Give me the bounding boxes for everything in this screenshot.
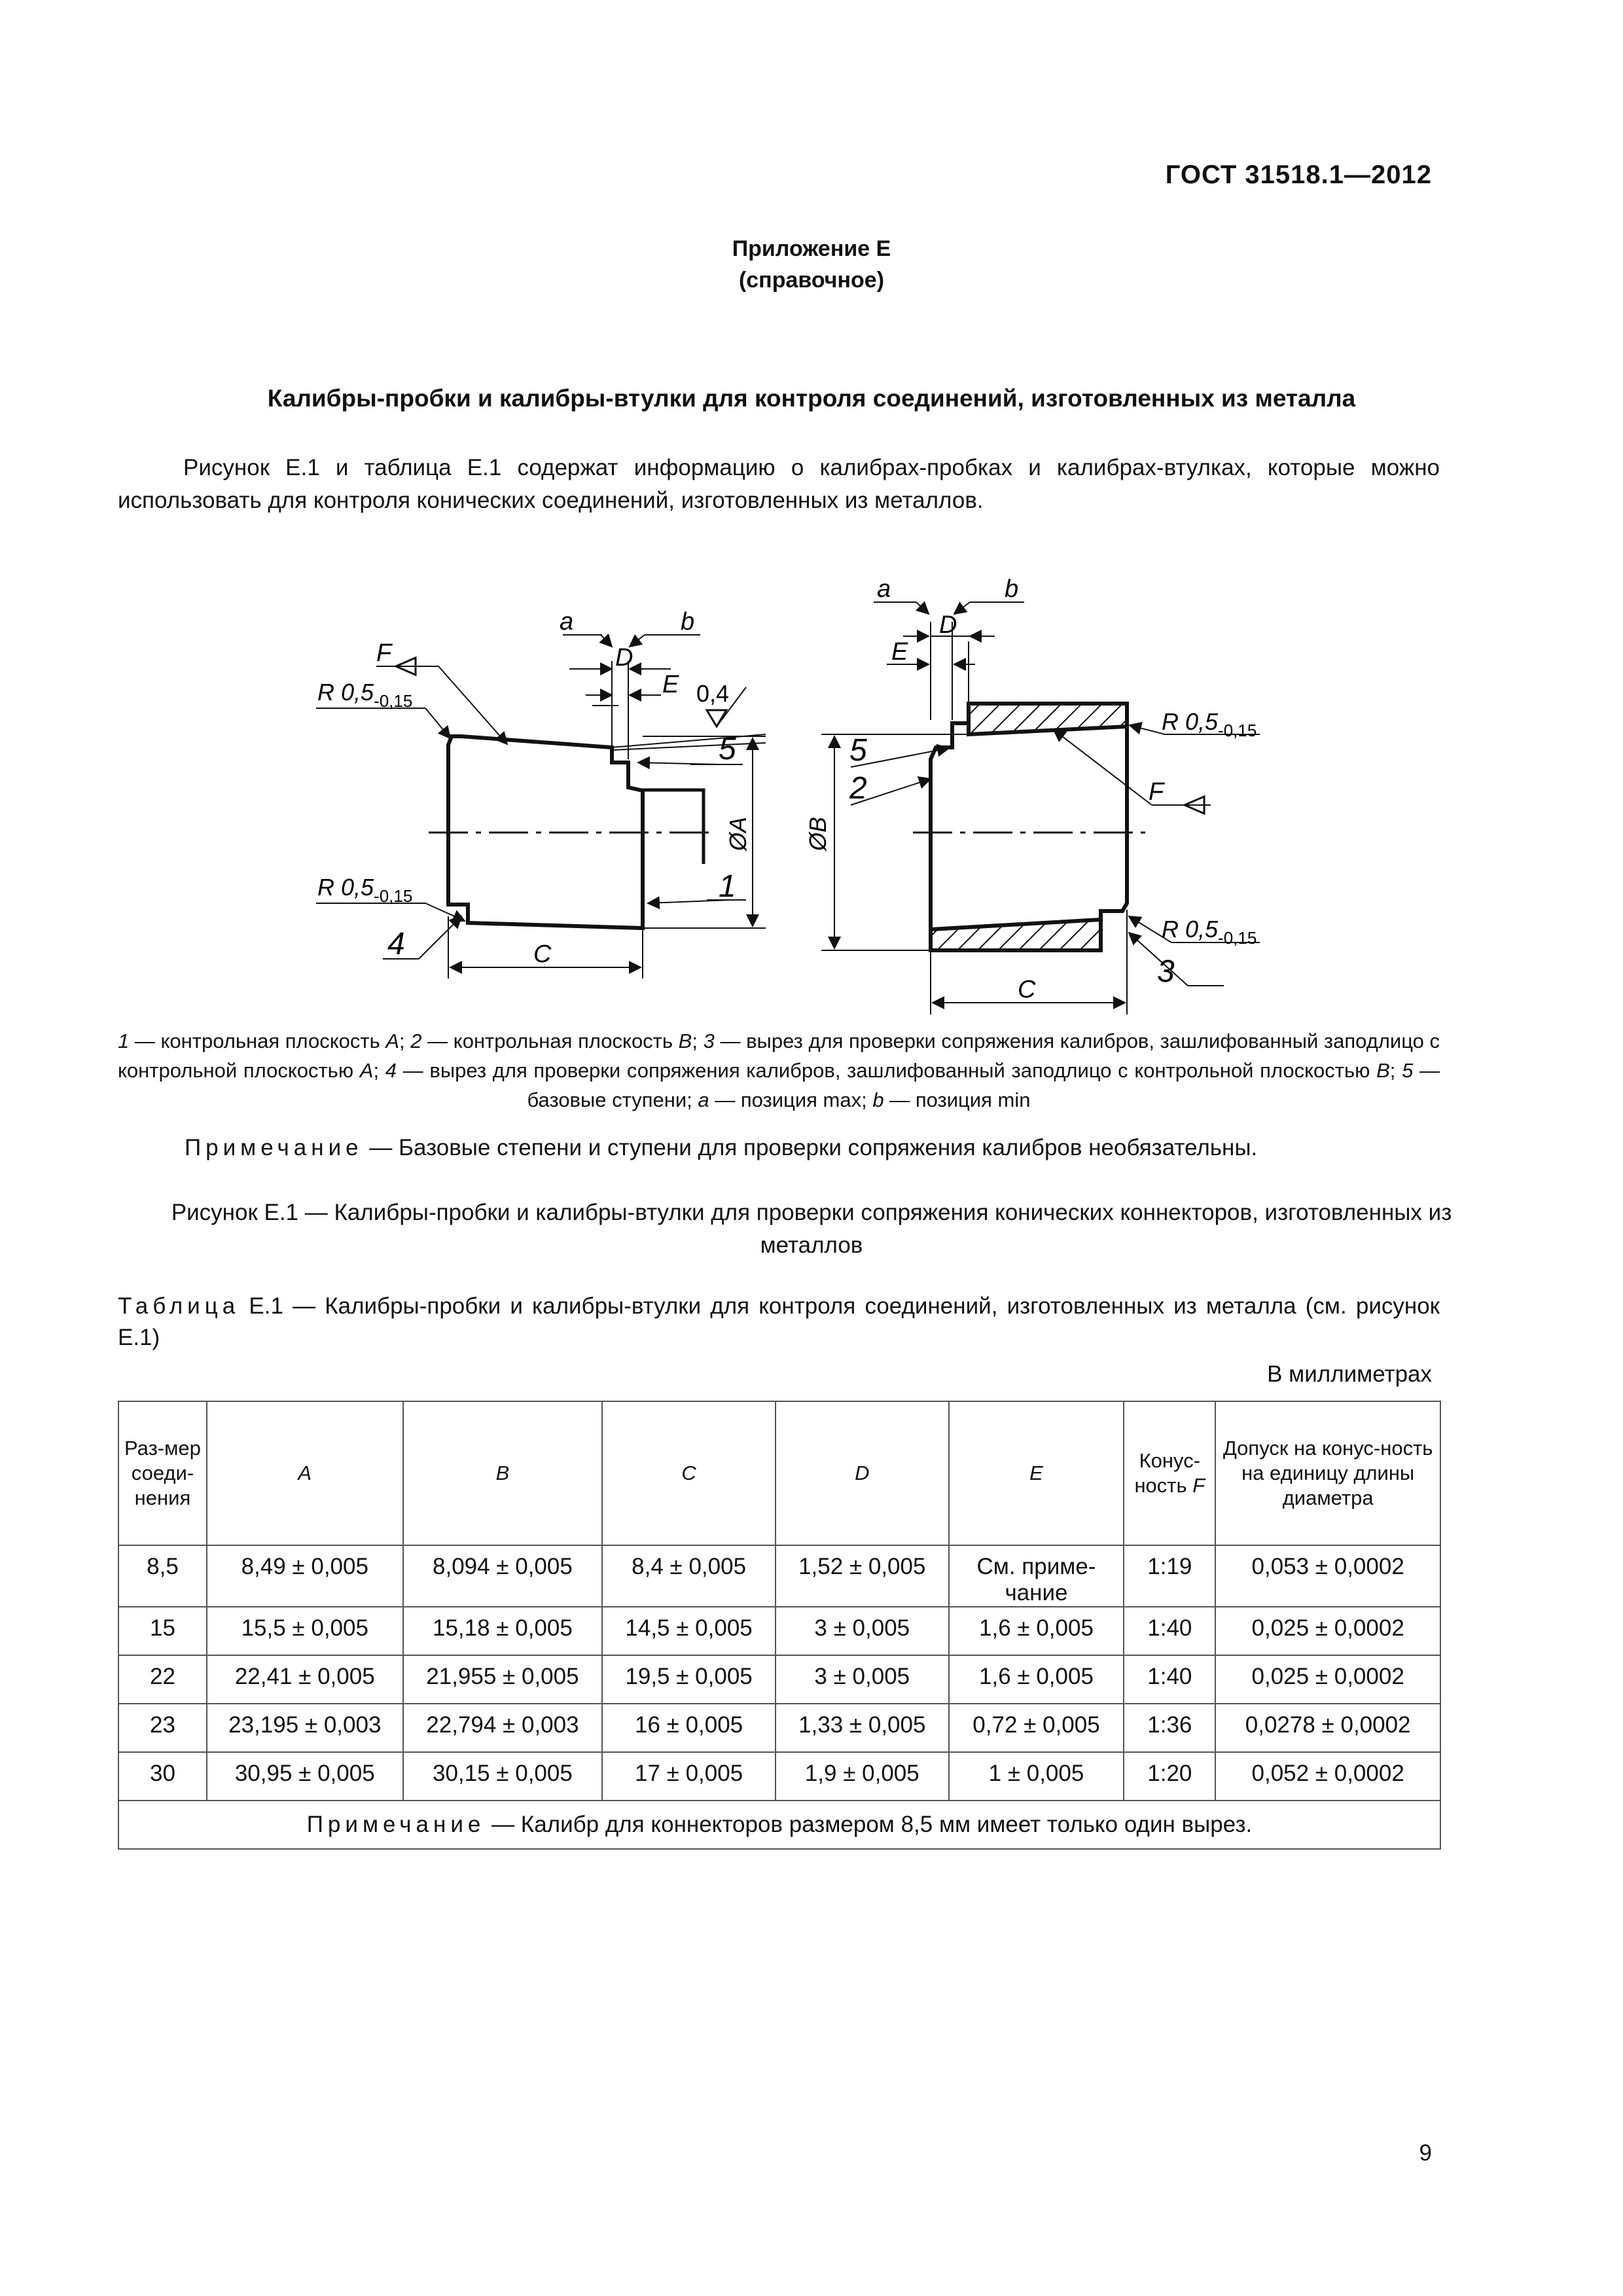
table-cell: 1:36 bbox=[1124, 1704, 1215, 1752]
col-header-d: D bbox=[776, 1401, 949, 1545]
table-cell: 1,52 ± 0,005 bbox=[776, 1545, 949, 1607]
page-number: 9 bbox=[1419, 2140, 1432, 2166]
legend-separator: ; bbox=[1389, 1059, 1402, 1082]
legend-variable: A bbox=[359, 1059, 374, 1082]
label-dia-a: ØA bbox=[724, 816, 751, 851]
table-cell: 19,5 ± 0,005 bbox=[602, 1655, 776, 1704]
table-cell: 1:20 bbox=[1124, 1752, 1215, 1801]
table-cell: 0,053 ± 0,0002 bbox=[1215, 1545, 1440, 1607]
table-note-row bbox=[118, 1801, 1440, 1849]
table-cell: 8,4 ± 0,005 bbox=[602, 1545, 776, 1607]
table-note-text: — Калибр для коннекторов размером 8,5 мм имеет только один вырез. bbox=[485, 1812, 1253, 1837]
col-header-e: E bbox=[949, 1401, 1124, 1545]
table-cell: 1 ± 0,005 bbox=[949, 1752, 1124, 1801]
legend-variable: A bbox=[385, 1030, 400, 1052]
legend-number: 1 bbox=[118, 1030, 130, 1052]
label-num-2: 2 bbox=[849, 771, 867, 806]
table-cell: 30 bbox=[118, 1752, 207, 1801]
table-cell: 8,5 bbox=[118, 1545, 207, 1607]
figure-note-text: — Базовые степени и ступени для проверки сопряжения калибров необязательны. bbox=[363, 1135, 1258, 1160]
table-note bbox=[118, 1801, 1440, 1849]
table-cell: 15 bbox=[118, 1607, 207, 1655]
label-num-1: 1 bbox=[719, 869, 736, 904]
table-cell: 0,72 ± 0,005 bbox=[949, 1704, 1124, 1752]
legend-separator: — позиция max; bbox=[709, 1088, 873, 1111]
table-cell: 3 ± 0,005 bbox=[776, 1607, 949, 1655]
legend-text: — контрольная плоскость bbox=[421, 1030, 679, 1052]
figure-caption: Рисунок Е.1 — Калибры-пробки и калибры-втулки для проверки сопряжения конических коннекторов, изготовленных из металлов bbox=[171, 1200, 1452, 1258]
table-cell: 0,025 ± 0,0002 bbox=[1215, 1655, 1440, 1704]
col-header-taper-var: F bbox=[1192, 1474, 1205, 1497]
label-r-top-right: R $0,5_{-0,15}$ bbox=[1162, 708, 1257, 740]
ring-gauge-drawing bbox=[804, 575, 1260, 1014]
legend-separator: ; bbox=[373, 1059, 385, 1082]
table-cell: 1:40 bbox=[1124, 1607, 1215, 1655]
label-f-left: F bbox=[376, 639, 392, 667]
label-num-5-right: 5 bbox=[849, 733, 867, 768]
legend-variable: B bbox=[678, 1030, 692, 1052]
table-cell: 15,5 ± 0,005 bbox=[207, 1607, 403, 1655]
table-cell: 15,18 ± 0,005 bbox=[403, 1607, 603, 1655]
table-note-label: Примечание bbox=[306, 1812, 486, 1837]
table-cell: 22,41 ± 0,005 bbox=[207, 1655, 403, 1704]
label-num-4: 4 bbox=[387, 927, 405, 961]
label-a-left: a bbox=[560, 608, 574, 636]
legend-number: 2 bbox=[410, 1030, 422, 1052]
label-r-top-left: R $0,5_{-0,15}$ bbox=[317, 679, 413, 711]
table-cell: 8,094 ± 0,005 bbox=[403, 1545, 603, 1607]
label-num-3: 3 bbox=[1157, 954, 1175, 989]
table-cell: 1,33 ± 0,005 bbox=[776, 1704, 949, 1752]
table-cell: 30,15 ± 0,005 bbox=[403, 1752, 603, 1801]
appendix-title: Приложение Е bbox=[732, 236, 891, 261]
data-table bbox=[118, 1401, 1441, 1850]
col-header-tolerance: Допуск на конус-ность на единицу длины диаметра bbox=[1215, 1401, 1440, 1545]
legend-number: 4 bbox=[385, 1059, 397, 1082]
col-header-b: B bbox=[403, 1401, 603, 1545]
table-cell: 30,95 ± 0,005 bbox=[207, 1752, 403, 1801]
table-cell: 16 ± 0,005 bbox=[602, 1704, 776, 1752]
col-header-size: Раз-мер соеди-нения bbox=[118, 1401, 207, 1545]
appendix-subtitle: (справочное) bbox=[738, 268, 885, 293]
col-header-c: C bbox=[602, 1401, 776, 1545]
label-d-right: D bbox=[939, 611, 957, 639]
legend-variable: b bbox=[872, 1088, 884, 1111]
table-cell: 3 ± 0,005 bbox=[776, 1655, 949, 1704]
table-cell: 23,195 ± 0,003 bbox=[207, 1704, 403, 1752]
table-row bbox=[118, 1655, 1440, 1704]
label-angle: 0,4 bbox=[696, 680, 730, 707]
table-units: В миллиметрах bbox=[1267, 1361, 1432, 1387]
figure-note bbox=[185, 1135, 1440, 1161]
label-f-right: F bbox=[1149, 778, 1164, 806]
legend-separator: ; bbox=[692, 1030, 704, 1052]
table-cell: 1:19 bbox=[1124, 1545, 1215, 1607]
table-caption-label: Таблица bbox=[118, 1293, 240, 1319]
table-cell: 1,6 ± 0,005 bbox=[949, 1655, 1124, 1704]
legend-variable: B bbox=[1376, 1059, 1390, 1082]
table-cell: См. приме-чание bbox=[949, 1545, 1124, 1607]
table-row bbox=[118, 1704, 1440, 1752]
label-b-left: b bbox=[681, 608, 695, 636]
legend-number: 5 bbox=[1402, 1059, 1414, 1082]
table-caption-text: Е.1 — Калибры-пробки и калибры-втулки для контроля соединений, изготовленных из металла (см. рисунок Е.1) bbox=[118, 1293, 1440, 1350]
table-cell: 0,0278 ± 0,0002 bbox=[1215, 1704, 1440, 1752]
table-cell: 22 bbox=[118, 1655, 207, 1704]
table-cell: 0,052 ± 0,0002 bbox=[1215, 1752, 1440, 1801]
label-c-right: C bbox=[1018, 976, 1036, 1003]
table-cell: 1,9 ± 0,005 bbox=[776, 1752, 949, 1801]
label-r-bottom-right: R $0,5_{-0,15}$ bbox=[1162, 916, 1257, 948]
col-header-taper bbox=[1124, 1401, 1215, 1545]
figure-legend bbox=[118, 1026, 1440, 1115]
table-cell: 0,025 ± 0,0002 bbox=[1215, 1607, 1440, 1655]
legend-text: — вырез для проверки сопряжения калибров, зашлифованный заподлицо с контрольной плоскостью bbox=[118, 1030, 1440, 1082]
label-c-left: C bbox=[533, 941, 552, 968]
label-r-bottom-left: R $0,5_{-0,15}$ bbox=[317, 874, 413, 906]
table-cell: 1,6 ± 0,005 bbox=[949, 1607, 1124, 1655]
table-header-row bbox=[118, 1401, 1440, 1545]
table-cell: 21,955 ± 0,005 bbox=[403, 1655, 603, 1704]
table-row bbox=[118, 1545, 1440, 1607]
table-row bbox=[118, 1607, 1440, 1655]
label-num-5-left: 5 bbox=[719, 732, 736, 766]
plug-gauge-drawing bbox=[316, 608, 766, 978]
standard-number: ГОСТ 31518.1—2012 bbox=[1165, 160, 1432, 189]
col-header-taper-label: Конус-ность bbox=[1134, 1449, 1201, 1497]
legend-text: — контрольная плоскость bbox=[129, 1030, 386, 1052]
legend-text: — вырез для проверки сопряжения калибров, зашлифованный заподлицо с контрольной плоскостью bbox=[397, 1059, 1377, 1082]
table-cell: 23 bbox=[118, 1704, 207, 1752]
table-cell: 14,5 ± 0,005 bbox=[602, 1607, 776, 1655]
figure-note-label: Примечание bbox=[185, 1135, 363, 1160]
legend-separator: — позиция min bbox=[883, 1088, 1031, 1111]
col-header-a: A bbox=[207, 1401, 403, 1545]
label-e-left: E bbox=[662, 671, 679, 698]
label-b-right: b bbox=[1005, 575, 1019, 603]
label-e-right: E bbox=[891, 638, 908, 666]
table-cell: 17 ± 0,005 bbox=[602, 1752, 776, 1801]
table-row bbox=[118, 1752, 1440, 1801]
table-caption bbox=[118, 1291, 1440, 1354]
label-d-left: D bbox=[615, 644, 633, 672]
legend-variable: a bbox=[698, 1088, 709, 1111]
label-dia-b: ØB bbox=[804, 816, 831, 851]
intro-paragraph: Рисунок Е.1 и таблица Е.1 содержат информацию о калибрах-пробках и калибрах-втулках, которые можно использовать для контроля конических соединений, изготовленных из металлов. bbox=[118, 455, 1440, 513]
table-cell: 22,794 ± 0,003 bbox=[403, 1704, 603, 1752]
table-cell: 8,49 ± 0,005 bbox=[207, 1545, 403, 1607]
figure-e1 bbox=[0, 563, 1623, 1021]
table-cell: 1:40 bbox=[1124, 1655, 1215, 1704]
legend-number: 3 bbox=[703, 1030, 715, 1052]
page-heading: Калибры-пробки и калибры-втулки для контроля соединений, изготовленных из металла bbox=[267, 385, 1356, 412]
label-a-right: a bbox=[877, 575, 891, 603]
legend-text: — базовые ступени; bbox=[527, 1059, 1440, 1111]
legend-separator: ; bbox=[399, 1030, 411, 1052]
